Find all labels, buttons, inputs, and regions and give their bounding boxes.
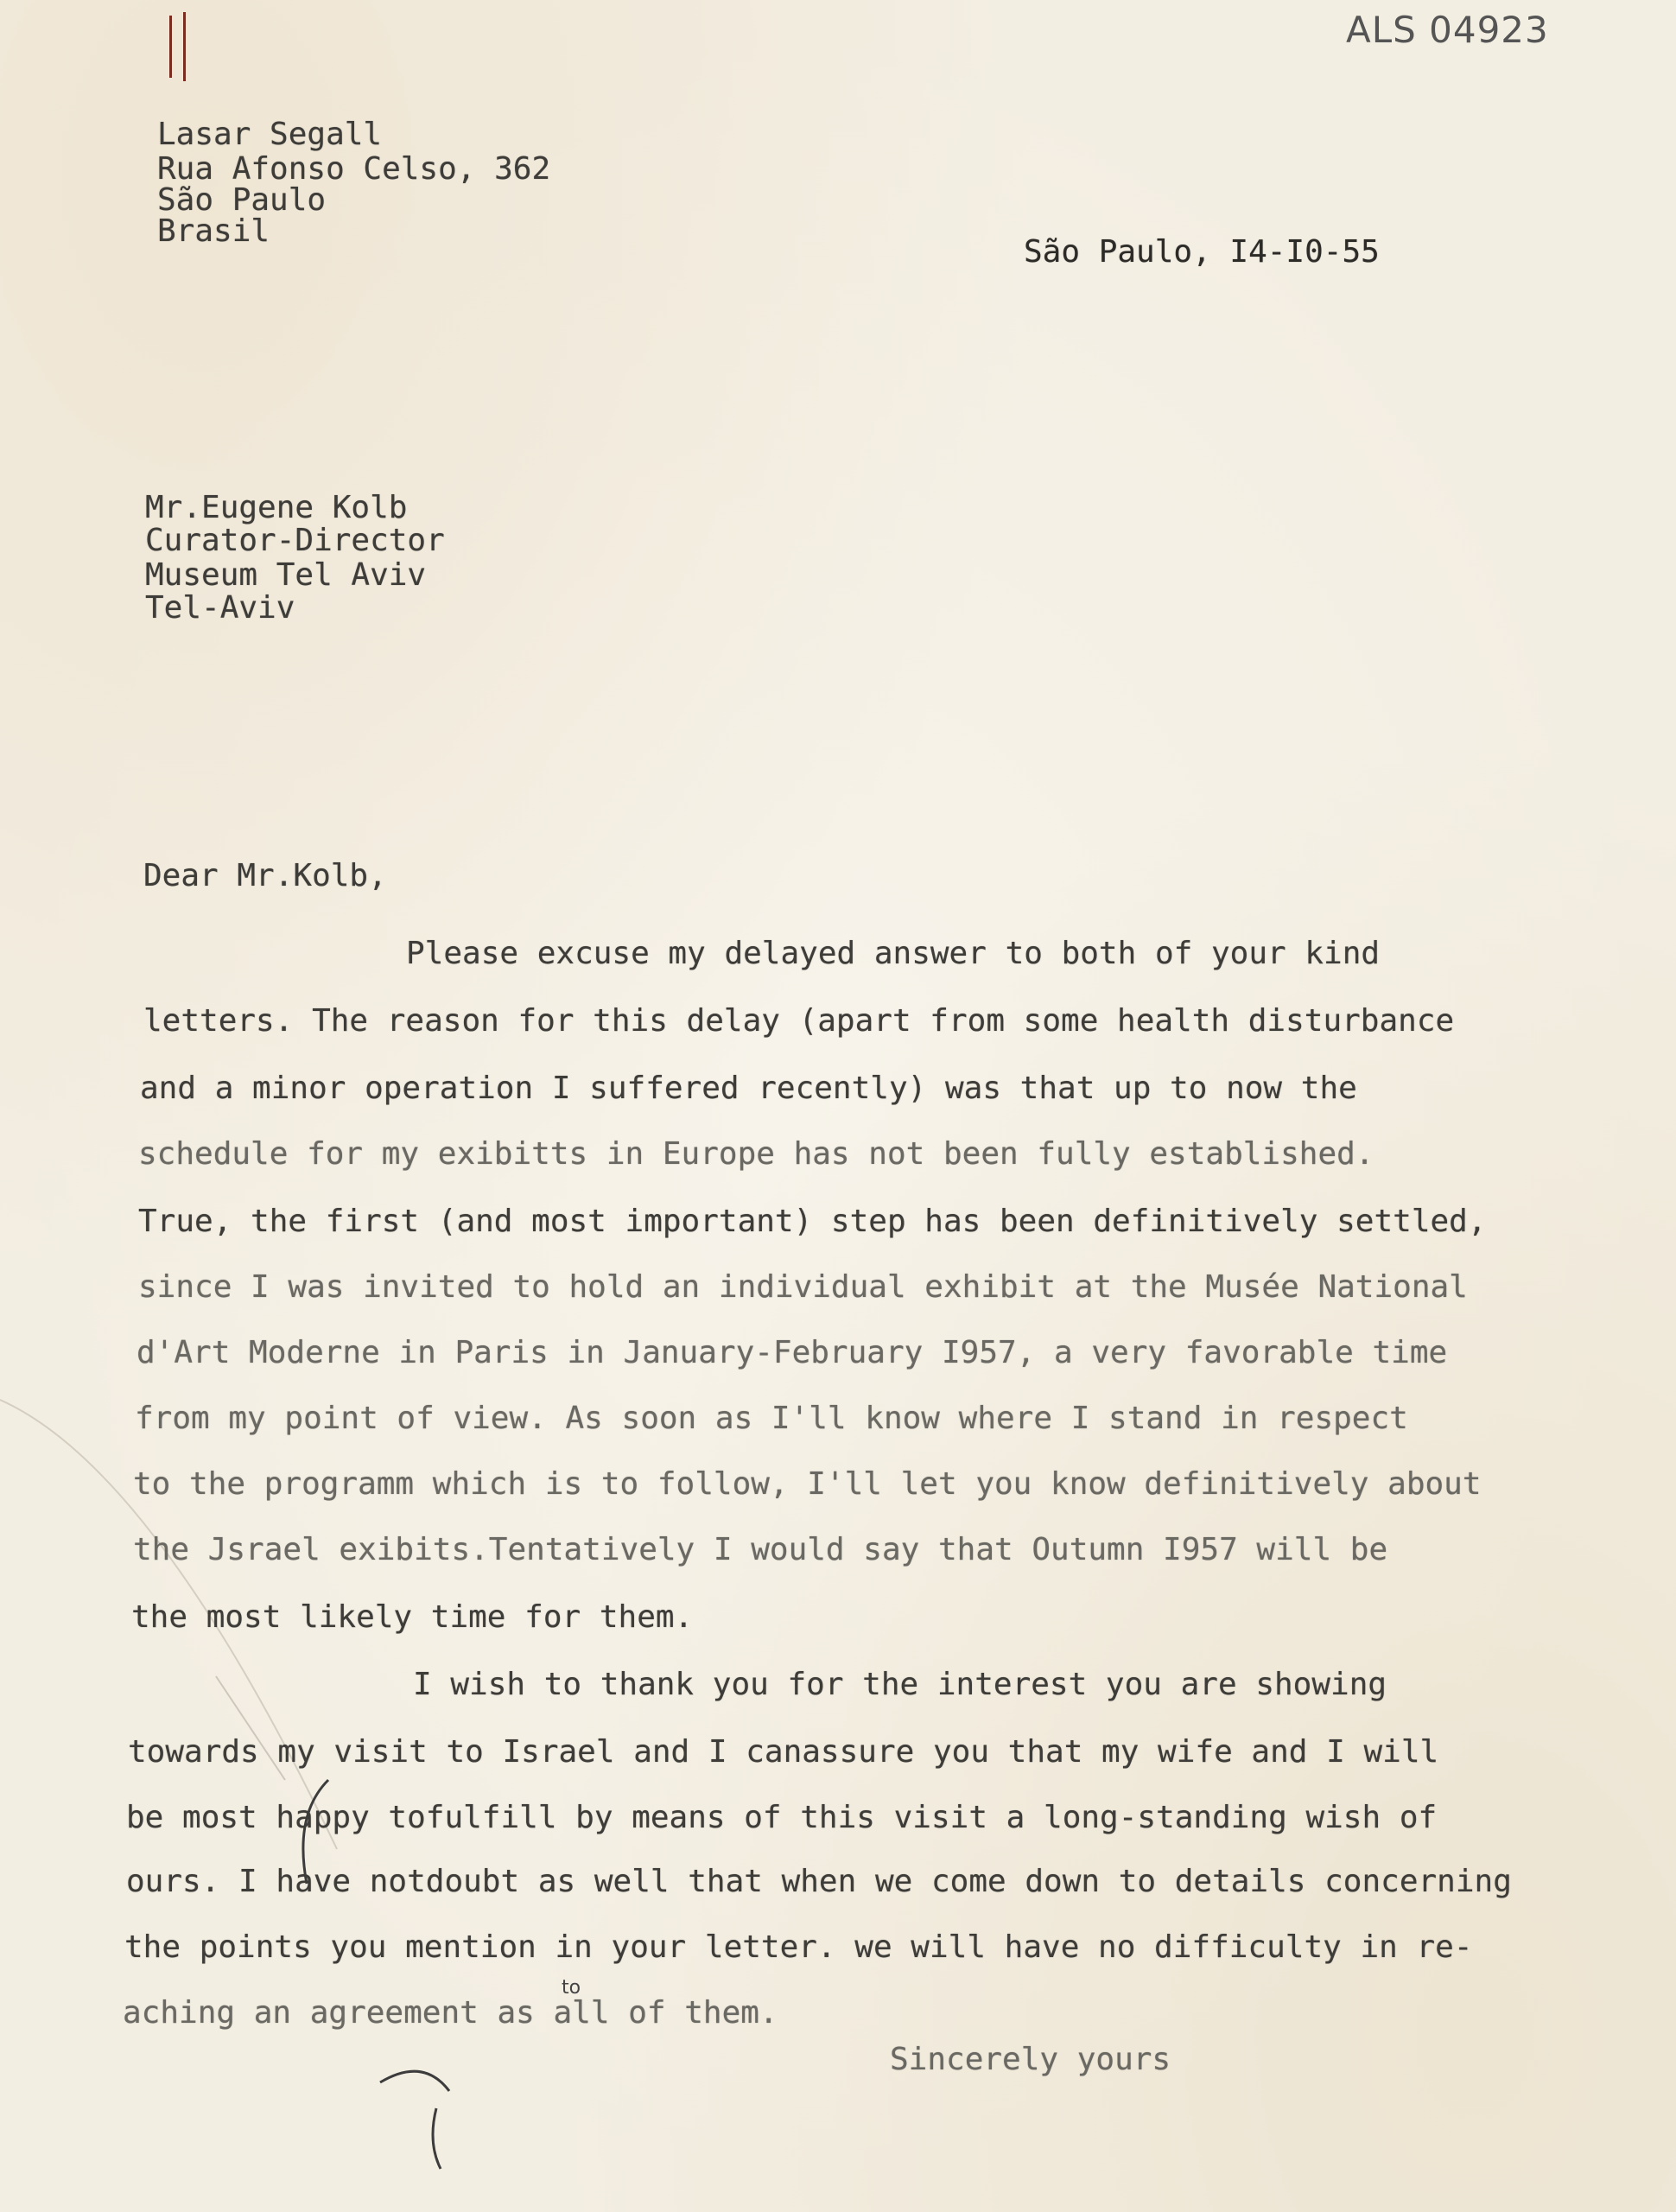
- salutation: Dear Mr.Kolb,: [143, 858, 387, 893]
- letter-date: São Paulo, I4-I0-55: [1024, 234, 1380, 270]
- body-line-14: be most happy tofulfill by means of this visit a long-standing wish of: [126, 1800, 1438, 1835]
- body-line-4: schedule for my exibitts in Europe has not been fully established.: [138, 1136, 1374, 1172]
- sender-street: Rua Afonso Celso, 362: [157, 151, 551, 187]
- body-line-5: True, the first (and most important) step has been definitively settled,: [138, 1204, 1487, 1239]
- red-pencil-mark-1: [169, 16, 172, 78]
- body-line-12: I wish to thank you for the interest you are showing: [413, 1667, 1387, 1702]
- body-line-9: to the programm which is to follow, I'll let you know definitively about: [133, 1466, 1482, 1502]
- body-line-13: towards my visit to Israel and I canassure you that my wife and I will: [128, 1734, 1439, 1770]
- body-line-2: letters. The reason for this delay (apart from some health disturbance: [143, 1003, 1455, 1039]
- body-line-3: and a minor operation I suffered recently) was that up to now the: [140, 1071, 1357, 1106]
- sender-country: Brasil: [157, 213, 270, 249]
- recipient-title: Curator-Director: [145, 523, 445, 558]
- closing: Sincerely yours: [890, 2042, 1171, 2077]
- body-line-17: aching an agreement as all of them.: [123, 1995, 778, 2031]
- body-line-7: d'Art Moderne in Paris in January-February I957, a very favorable time: [136, 1335, 1448, 1370]
- body-line-10: the Jsrael exibits.Tentatively I would say that Outumn I957 will be: [133, 1532, 1388, 1567]
- red-pencil-mark-2: [183, 12, 186, 81]
- handwritten-correction: to: [562, 1977, 581, 1999]
- recipient-institution: Museum Tel Aviv: [145, 557, 427, 593]
- recipient-city: Tel-Aviv: [145, 590, 295, 626]
- body-line-6: since I was invited to hold an individual exhibit at the Musée National: [138, 1269, 1468, 1305]
- sender-city: São Paulo: [157, 182, 327, 218]
- recipient-name: Mr.Eugene Kolb: [145, 490, 408, 525]
- sender-name: Lasar Segall: [157, 117, 383, 152]
- body-line-16: the points you mention in your letter. we will have no difficulty in re-: [124, 1929, 1473, 1965]
- body-line-8: from my point of view. As soon as I'll know where I stand in respect: [135, 1401, 1408, 1436]
- body-line-11: the most likely time for them.: [131, 1599, 694, 1635]
- body-line-1: Please excuse my delayed answer to both of your kind: [406, 936, 1381, 971]
- archive-number: ALS 04923: [1346, 9, 1549, 51]
- body-line-15: ours. I have notdoubt as well that when we come down to details concerning: [126, 1864, 1512, 1899]
